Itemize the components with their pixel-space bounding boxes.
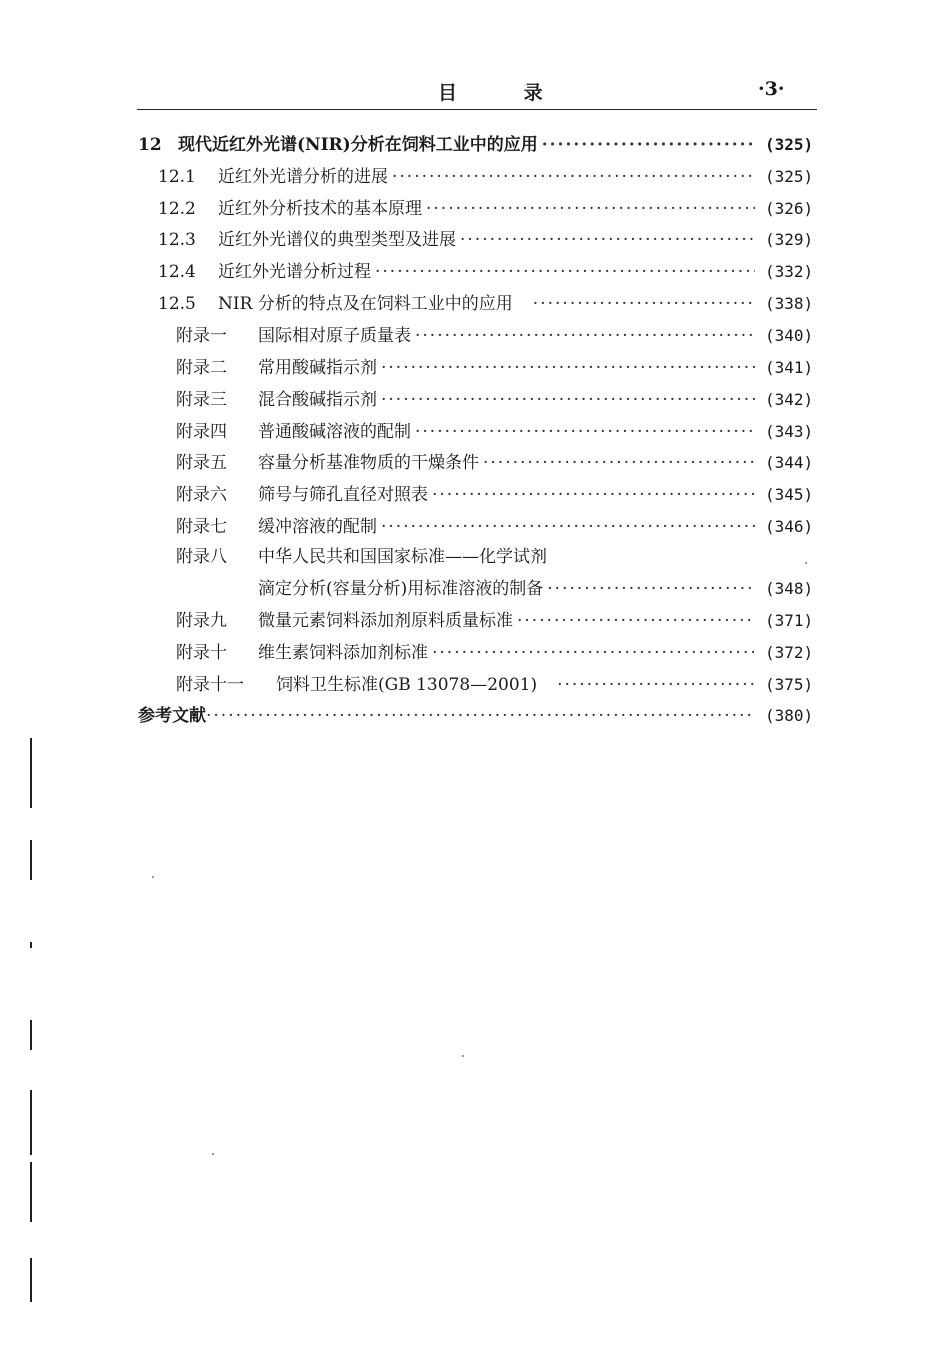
toc-entry-page: (329) bbox=[765, 230, 814, 249]
dot-leader bbox=[483, 448, 755, 478]
toc-entry-page: (341) bbox=[765, 358, 814, 377]
toc-entry-12-2[interactable] bbox=[0, 194, 950, 224]
dot-leader bbox=[381, 353, 755, 383]
toc-entry-title: 近红外光谱分析过程 bbox=[218, 262, 371, 282]
dot-leader bbox=[533, 289, 755, 319]
toc-entry-title: 筛号与筛孔直径对照表 bbox=[258, 485, 428, 505]
toc-entry-appendix-7[interactable] bbox=[0, 512, 950, 542]
toc-entry-title: 普通酸碱溶液的配制 bbox=[258, 422, 411, 442]
dot-leader bbox=[432, 638, 755, 668]
toc-entry-appendix-4[interactable] bbox=[0, 417, 950, 447]
toc-entry-number: 12.3 bbox=[158, 230, 196, 250]
toc-entry-number: 附录十 bbox=[176, 643, 227, 663]
toc-entry-appendix-10[interactable] bbox=[0, 638, 950, 668]
toc-entry-number: 附录二 bbox=[176, 358, 227, 378]
toc-entry-title: 参考文献 bbox=[138, 706, 206, 726]
toc-entry-page: (380) bbox=[765, 706, 814, 725]
toc-entry-title: 国际相对原子质量表 bbox=[258, 326, 411, 346]
toc-entry-title: 近红外光谱仪的典型类型及进展 bbox=[218, 230, 456, 250]
dot-leader bbox=[392, 162, 755, 192]
toc-entry-appendix-2[interactable] bbox=[0, 353, 950, 383]
toc-entry-title: 近红外分析技术的基本原理 bbox=[218, 199, 422, 219]
toc-entry-page: (326) bbox=[765, 199, 814, 218]
dot-leader bbox=[517, 606, 755, 636]
toc-entry-appendix-11[interactable] bbox=[0, 670, 950, 700]
dot-leader bbox=[547, 574, 755, 604]
toc-entry-number: 附录三 bbox=[176, 390, 227, 410]
toc-entry-page: (344) bbox=[765, 453, 814, 472]
toc-entry-number: 12 bbox=[138, 135, 162, 155]
toc-entry-page: (325) bbox=[765, 167, 814, 186]
toc-entry-number: 附录六 bbox=[176, 485, 227, 505]
toc-entry-number: 12.5 bbox=[158, 294, 196, 314]
dot-leader bbox=[381, 512, 755, 542]
toc-entry-page: (375) bbox=[765, 675, 814, 694]
toc-entry-title: 现代近红外光谱(NIR)分析在饲料工业中的应用 bbox=[178, 135, 538, 155]
toc-entry-number: 附录七 bbox=[176, 517, 227, 537]
toc-entry-appendix-8-continued[interactable] bbox=[0, 574, 950, 604]
dot-leader bbox=[381, 385, 755, 415]
toc-entry-title: 近红外光谱分析的进展 bbox=[218, 167, 388, 187]
toc-entry-title: 常用酸碱指示剂 bbox=[258, 358, 377, 378]
toc-entry-title: 容量分析基准物质的干燥条件 bbox=[258, 453, 479, 473]
toc-entry-appendix-6[interactable] bbox=[0, 480, 950, 510]
toc-entry-number: 12.1 bbox=[158, 167, 196, 187]
scan-mark bbox=[30, 1090, 32, 1155]
toc-entry-references[interactable] bbox=[0, 701, 950, 731]
toc-entry-12-5[interactable] bbox=[0, 289, 950, 319]
toc-entry-title: 微量元素饲料添加剂原料质量标准 bbox=[258, 611, 513, 631]
toc-entry-page: (342) bbox=[765, 390, 814, 409]
toc-entry-page: (345) bbox=[765, 485, 814, 504]
toc-entry-page: (346) bbox=[765, 517, 814, 536]
toc-entry-chapter-12[interactable] bbox=[0, 130, 950, 160]
toc-entry-page: (343) bbox=[765, 422, 814, 441]
toc-entry-page: (371) bbox=[765, 611, 814, 630]
dot-leader bbox=[557, 670, 755, 700]
toc-entry-title-continued: 滴定分析(容量分析)用标准溶液的制备 bbox=[258, 579, 544, 599]
toc-entry-number: 12.4 bbox=[158, 262, 196, 282]
toc-entry-appendix-5[interactable] bbox=[0, 448, 950, 478]
running-title: 目 录 bbox=[438, 82, 573, 104]
toc-entry-title: NIR 分析的特点及在饲料工业中的应用 bbox=[218, 294, 513, 314]
dot-leader bbox=[375, 257, 755, 287]
scan-speck bbox=[212, 1153, 214, 1155]
dot-leader bbox=[460, 225, 755, 255]
dot-leader bbox=[426, 194, 755, 224]
toc-entry-number: 附录四 bbox=[176, 422, 227, 442]
toc-entry-page: (338) bbox=[765, 294, 814, 313]
scan-mark bbox=[30, 1162, 32, 1222]
scan-mark bbox=[30, 738, 32, 808]
dot-leader bbox=[432, 480, 755, 510]
scan-speck bbox=[462, 1055, 464, 1057]
toc-entry-number: 附录十一 bbox=[176, 675, 244, 695]
toc-entry-page: (340) bbox=[765, 326, 814, 345]
page-number: ·3· bbox=[758, 78, 785, 100]
toc-entry-appendix-1[interactable] bbox=[0, 321, 950, 351]
dot-leader bbox=[206, 701, 755, 731]
scan-speck bbox=[805, 562, 807, 564]
toc-entry-page: (332) bbox=[765, 262, 814, 281]
toc-entry-12-1[interactable] bbox=[0, 162, 950, 192]
toc-entry-number: 附录一 bbox=[176, 326, 227, 346]
toc-entry-page: (372) bbox=[765, 643, 814, 662]
toc-entry-page: (325) bbox=[765, 135, 814, 154]
scan-mark bbox=[30, 1020, 32, 1050]
scan-mark bbox=[30, 942, 32, 948]
toc-entry-title: 维生素饲料添加剂标准 bbox=[258, 643, 428, 663]
dot-leader bbox=[415, 417, 755, 447]
toc-entry-title: 混合酸碱指示剂 bbox=[258, 390, 377, 410]
toc-entry-number: 附录九 bbox=[176, 611, 227, 631]
toc-entry-number: 12.2 bbox=[158, 199, 196, 219]
toc-entry-12-4[interactable] bbox=[0, 257, 950, 287]
toc-entry-number: 附录八 bbox=[176, 547, 227, 567]
scan-speck bbox=[152, 876, 154, 878]
toc-entry-appendix-8[interactable] bbox=[0, 542, 950, 572]
toc-entry-title: 饲料卫生标准(GB 13078—2001) bbox=[276, 675, 538, 695]
toc-entry-page: (348) bbox=[765, 579, 814, 598]
toc-entry-title: 中华人民共和国国家标准——化学试剂 bbox=[258, 547, 547, 567]
toc-entry-number: 附录五 bbox=[176, 453, 227, 473]
toc-entry-12-3[interactable] bbox=[0, 225, 950, 255]
header-rule bbox=[137, 109, 817, 110]
dot-leader bbox=[542, 130, 755, 160]
toc-entry-title: 缓冲溶液的配制 bbox=[258, 517, 377, 537]
toc-entry-appendix-9[interactable] bbox=[0, 606, 950, 636]
scan-mark bbox=[30, 1258, 32, 1302]
dot-leader bbox=[415, 321, 755, 351]
scan-mark bbox=[30, 840, 32, 880]
toc-entry-appendix-3[interactable] bbox=[0, 385, 950, 415]
